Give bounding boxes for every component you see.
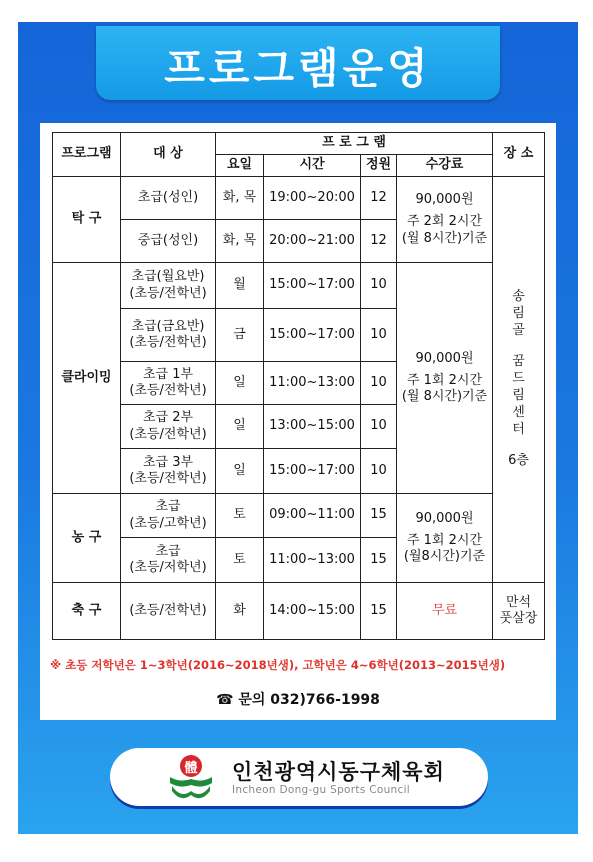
fee-cell: 무료	[397, 583, 493, 640]
header-capacity: 정원	[361, 155, 397, 177]
fee-cell	[397, 177, 493, 263]
target-cell	[121, 538, 216, 583]
target-grade: (초등/전학년)	[129, 383, 207, 398]
table-row	[53, 494, 545, 538]
org-emblem-icon	[168, 753, 214, 801]
target-cell: 초급(성인)	[121, 177, 216, 220]
time-cell: 09:00~11:00	[264, 494, 361, 538]
fee-basis: (월 8시간)기준	[401, 230, 488, 246]
target-level: 초급(금요반)	[131, 318, 205, 334]
target-cell	[121, 449, 216, 494]
place-char: 드	[512, 371, 525, 387]
time-cell: 20:00~21:00	[264, 220, 361, 263]
place-char: 센	[512, 404, 525, 420]
capacity-cell: 15	[361, 538, 397, 583]
grade-note: ※ 초등 저학년은 1~3학년(2016~2018년생), 고학년은 4~6학년(2013~2015년생)	[50, 658, 506, 672]
fee-basis: 주 1회 2시간	[406, 372, 483, 388]
day-cell: 화, 목	[216, 220, 264, 263]
org-logo-banner	[110, 748, 488, 806]
fee-basis: (월8시간)기준	[403, 549, 486, 565]
target-cell	[121, 263, 216, 309]
day-cell: 화	[216, 583, 264, 640]
fee-basis: 주 1회 2시간	[406, 532, 483, 548]
target-cell	[121, 405, 216, 449]
target-cell	[121, 494, 216, 538]
target-level: 초급 2부	[142, 410, 194, 426]
target-grade: (초등/전학년)	[129, 285, 207, 301]
target-level: 초급 1부	[142, 366, 194, 382]
time-cell: 19:00~20:00	[264, 177, 361, 220]
place-cell	[493, 583, 545, 640]
program-soccer: 축 구	[53, 583, 121, 640]
header-place: 장 소	[493, 133, 545, 177]
target-level: 초급	[155, 543, 181, 559]
program-table-tennis: 탁 구	[53, 177, 121, 263]
day-cell: 일	[216, 405, 264, 449]
target-grade: (초등/전학년)	[129, 335, 207, 350]
program-table	[52, 132, 545, 640]
header-fee: 수강료	[397, 155, 493, 177]
header-program: 프로그램	[53, 133, 121, 177]
place-char: 터	[512, 421, 525, 437]
time-cell: 15:00~17:00	[264, 449, 361, 494]
capacity-cell: 12	[361, 220, 397, 263]
fee-cell	[397, 263, 493, 494]
time-cell: 13:00~15:00	[264, 405, 361, 449]
place-char: 골	[512, 323, 525, 339]
day-cell: 토	[216, 538, 264, 583]
fee-basis: 주 2회 2시간	[406, 214, 483, 230]
capacity-cell: 15	[361, 583, 397, 640]
program-basketball: 농 구	[53, 494, 121, 583]
fee-amount: 90,000원	[415, 350, 474, 366]
day-cell: 금	[216, 309, 264, 362]
target-level: 초급	[155, 499, 181, 515]
fee-amount: 90,000원	[415, 510, 474, 526]
target-grade: (초등/전학년)	[129, 426, 207, 442]
time-cell: 15:00~17:00	[264, 309, 361, 362]
org-name-english: Incheon Dong-gu Sports Council	[232, 784, 410, 796]
capacity-cell: 10	[361, 449, 397, 494]
target-grade: (초등/전학년)	[129, 471, 207, 486]
place-char: 림	[512, 387, 525, 403]
place-cell	[493, 177, 545, 583]
place-char: 꿈	[512, 354, 525, 370]
capacity-cell: 10	[361, 362, 397, 405]
place-char: 송	[512, 289, 525, 305]
target-cell: (초등/전학년)	[121, 583, 216, 640]
target-grade: (초등/저학년)	[129, 560, 207, 575]
place-char: 6층	[508, 452, 529, 468]
fee-amount: 90,000원	[415, 192, 474, 208]
capacity-cell: 12	[361, 177, 397, 220]
day-cell: 일	[216, 449, 264, 494]
target-cell	[121, 362, 216, 405]
place-line: 풋살장	[499, 611, 538, 626]
title-banner	[96, 26, 500, 100]
fee-cell	[397, 494, 493, 583]
table-row	[53, 177, 545, 220]
target-cell: 중급(성인)	[121, 220, 216, 263]
target-level: 초급 3부	[142, 454, 194, 470]
capacity-cell: 10	[361, 309, 397, 362]
capacity-cell: 15	[361, 494, 397, 538]
time-cell: 14:00~15:00	[264, 583, 361, 640]
emblem-char: 體	[184, 761, 198, 776]
place-char: 림	[512, 306, 525, 322]
target-level: 초급(월요반)	[131, 269, 205, 285]
time-cell: 15:00~17:00	[264, 263, 361, 309]
day-cell: 월	[216, 263, 264, 309]
place-line: 만석	[505, 594, 532, 610]
page-title: 프로그램운영	[164, 44, 432, 93]
schedule-panel	[40, 123, 556, 720]
time-cell: 11:00~13:00	[264, 538, 361, 583]
header-time: 시간	[264, 155, 361, 177]
table-row	[53, 583, 545, 640]
day-cell: 일	[216, 362, 264, 405]
program-climbing: 클라이밍	[53, 263, 121, 494]
capacity-cell: 10	[361, 263, 397, 309]
header-day: 요일	[216, 155, 264, 177]
target-cell	[121, 309, 216, 362]
org-name-korean: 인천광역시동구체육회	[232, 760, 445, 784]
table-row	[53, 263, 545, 309]
contact-phone: ☎ 문의 032)766-1998	[216, 692, 380, 708]
day-cell: 토	[216, 494, 264, 538]
capacity-cell: 10	[361, 405, 397, 449]
fee-basis: (월 8시간)기준	[401, 389, 488, 405]
time-cell: 11:00~13:00	[264, 362, 361, 405]
header-target: 대 상	[121, 133, 216, 177]
header-program-group: 프 로 그 램	[216, 133, 493, 155]
target-grade: (초등/고학년)	[129, 515, 207, 531]
day-cell: 화, 목	[216, 177, 264, 220]
